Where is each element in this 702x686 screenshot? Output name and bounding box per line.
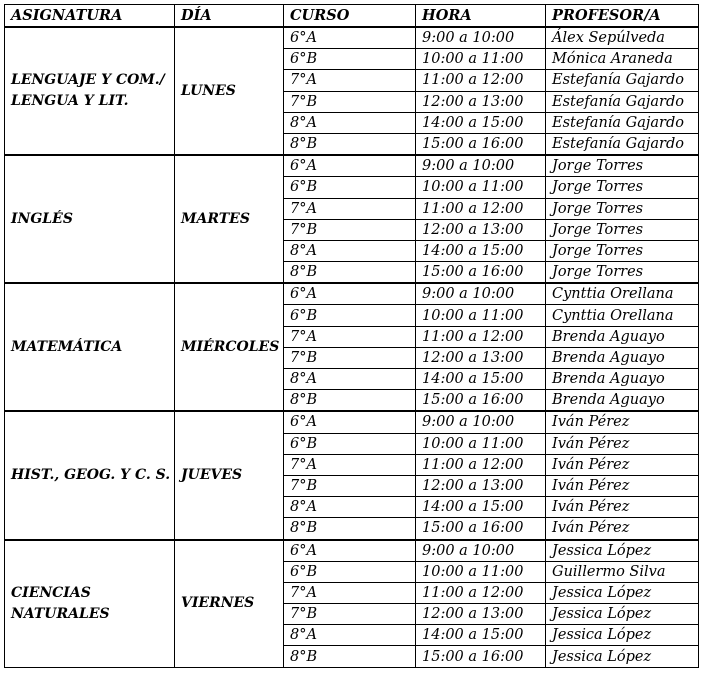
course-cell: 8°B	[284, 646, 416, 667]
course-cell: 6°A	[284, 27, 416, 49]
subject-line: LENGUAJE Y COM./	[11, 72, 165, 89]
teacher-cell: Cynttia Orellana	[546, 305, 699, 326]
course-cell: 8°B	[284, 133, 416, 155]
teacher-cell: Jorge Torres	[546, 240, 699, 261]
course-cell: 8°B	[284, 262, 416, 284]
course-cell: 6°B	[284, 433, 416, 454]
teacher-cell: Brenda Aguayo	[546, 390, 699, 412]
hour-cell: 15:00 a 16:00	[416, 518, 546, 540]
teacher-cell: Jessica López	[546, 540, 699, 562]
header-hour: HORA	[416, 5, 546, 28]
hour-cell: 12:00 a 13:00	[416, 91, 546, 112]
hour-cell: 14:00 a 15:00	[416, 240, 546, 261]
subject-group	[5, 155, 699, 283]
course-cell: 7°B	[284, 91, 416, 112]
teacher-cell: Estefanía Gajardo	[546, 91, 699, 112]
course-cell: 7°B	[284, 475, 416, 496]
course-cell: 6°A	[284, 155, 416, 177]
hour-cell: 9:00 a 10:00	[416, 283, 546, 305]
teacher-cell: Brenda Aguayo	[546, 347, 699, 368]
subject-cell	[5, 411, 175, 539]
table-row	[5, 540, 699, 562]
teacher-cell: Jorge Torres	[546, 198, 699, 219]
course-cell: 7°B	[284, 604, 416, 625]
hour-cell: 9:00 a 10:00	[416, 540, 546, 562]
subject-group	[5, 27, 699, 155]
header-teacher: PROFESOR/A	[546, 5, 699, 28]
course-cell: 8°B	[284, 518, 416, 540]
teacher-cell: Brenda Aguayo	[546, 326, 699, 347]
subject-line: LENGUA Y LIT.	[11, 93, 129, 110]
course-cell: 8°A	[284, 497, 416, 518]
hour-cell: 12:00 a 13:00	[416, 347, 546, 368]
hour-cell: 14:00 a 15:00	[416, 112, 546, 133]
teacher-cell: Iván Pérez	[546, 518, 699, 540]
course-cell: 7°A	[284, 198, 416, 219]
subject-group	[5, 283, 699, 411]
hour-cell: 15:00 a 16:00	[416, 646, 546, 667]
subject-cell	[5, 155, 175, 283]
teacher-cell: Jessica López	[546, 582, 699, 603]
subject-line: CIENCIAS	[11, 584, 91, 601]
hour-cell: 15:00 a 16:00	[416, 390, 546, 412]
table-header	[5, 5, 699, 28]
course-cell: 6°A	[284, 540, 416, 562]
teacher-cell: Cynttia Orellana	[546, 283, 699, 305]
teacher-cell: Iván Pérez	[546, 454, 699, 475]
schedule-table	[4, 4, 699, 668]
hour-cell: 14:00 a 15:00	[416, 497, 546, 518]
course-cell: 8°A	[284, 240, 416, 261]
table-row	[5, 283, 699, 305]
subject-line: INGLÉS	[11, 210, 73, 227]
day-cell: MARTES	[175, 155, 284, 283]
day-cell: LUNES	[175, 27, 284, 155]
table-row	[5, 155, 699, 177]
subject-line: HIST., GEOG. Y C. S.	[11, 466, 171, 483]
day-cell: JUEVES	[175, 411, 284, 539]
day-cell: VIERNES	[175, 540, 284, 668]
teacher-cell: Mónica Araneda	[546, 49, 699, 70]
header-day: DÍA	[175, 5, 284, 28]
course-cell: 6°A	[284, 283, 416, 305]
hour-cell: 10:00 a 11:00	[416, 305, 546, 326]
hour-cell: 11:00 a 12:00	[416, 70, 546, 91]
hour-cell: 10:00 a 11:00	[416, 177, 546, 198]
hour-cell: 9:00 a 10:00	[416, 411, 546, 433]
course-cell: 6°B	[284, 561, 416, 582]
hour-cell: 11:00 a 12:00	[416, 582, 546, 603]
hour-cell: 11:00 a 12:00	[416, 454, 546, 475]
teacher-cell: Jorge Torres	[546, 177, 699, 198]
header-subject: ASIGNATURA	[5, 5, 175, 28]
header-row	[5, 5, 699, 28]
course-cell: 7°A	[284, 582, 416, 603]
course-cell: 6°A	[284, 411, 416, 433]
hour-cell: 14:00 a 15:00	[416, 625, 546, 646]
teacher-cell: Jessica López	[546, 646, 699, 667]
hour-cell: 12:00 a 13:00	[416, 219, 546, 240]
course-cell: 8°A	[284, 369, 416, 390]
teacher-cell: Jessica López	[546, 625, 699, 646]
teacher-cell: Estefanía Gajardo	[546, 133, 699, 155]
hour-cell: 11:00 a 12:00	[416, 198, 546, 219]
course-cell: 6°B	[284, 49, 416, 70]
table-row	[5, 411, 699, 433]
teacher-cell: Iván Pérez	[546, 433, 699, 454]
course-cell: 8°A	[284, 625, 416, 646]
subject-line: MATEMÁTICA	[11, 338, 123, 355]
hour-cell: 9:00 a 10:00	[416, 155, 546, 177]
hour-cell: 10:00 a 11:00	[416, 433, 546, 454]
subject-cell	[5, 283, 175, 411]
day-cell: MIÉRCOLES	[175, 283, 284, 411]
teacher-cell: Jessica López	[546, 604, 699, 625]
teacher-cell: Guillermo Silva	[546, 561, 699, 582]
teacher-cell: Jorge Torres	[546, 219, 699, 240]
teacher-cell: Estefanía Gajardo	[546, 70, 699, 91]
hour-cell: 9:00 a 10:00	[416, 27, 546, 49]
course-cell: 8°A	[284, 112, 416, 133]
subject-group	[5, 540, 699, 668]
teacher-cell: Iván Pérez	[546, 411, 699, 433]
hour-cell: 12:00 a 13:00	[416, 475, 546, 496]
subject-cell	[5, 27, 175, 155]
course-cell: 7°A	[284, 70, 416, 91]
subject-line: NATURALES	[11, 605, 110, 622]
hour-cell: 15:00 a 16:00	[416, 262, 546, 284]
hour-cell: 14:00 a 15:00	[416, 369, 546, 390]
course-cell: 7°A	[284, 326, 416, 347]
course-cell: 7°B	[284, 347, 416, 368]
teacher-cell: Álex Sepúlveda	[546, 27, 699, 49]
course-cell: 6°B	[284, 177, 416, 198]
hour-cell: 10:00 a 11:00	[416, 561, 546, 582]
course-cell: 7°B	[284, 219, 416, 240]
teacher-cell: Estefanía Gajardo	[546, 112, 699, 133]
teacher-cell: Iván Pérez	[546, 475, 699, 496]
hour-cell: 11:00 a 12:00	[416, 326, 546, 347]
hour-cell: 15:00 a 16:00	[416, 133, 546, 155]
hour-cell: 10:00 a 11:00	[416, 49, 546, 70]
subject-cell	[5, 540, 175, 668]
header-course: CURSO	[284, 5, 416, 28]
teacher-cell: Jorge Torres	[546, 155, 699, 177]
subject-group	[5, 411, 699, 539]
course-cell: 6°B	[284, 305, 416, 326]
hour-cell: 12:00 a 13:00	[416, 604, 546, 625]
teacher-cell: Jorge Torres	[546, 262, 699, 284]
teacher-cell: Iván Pérez	[546, 497, 699, 518]
table-row	[5, 27, 699, 49]
course-cell: 7°A	[284, 454, 416, 475]
course-cell: 8°B	[284, 390, 416, 412]
teacher-cell: Brenda Aguayo	[546, 369, 699, 390]
